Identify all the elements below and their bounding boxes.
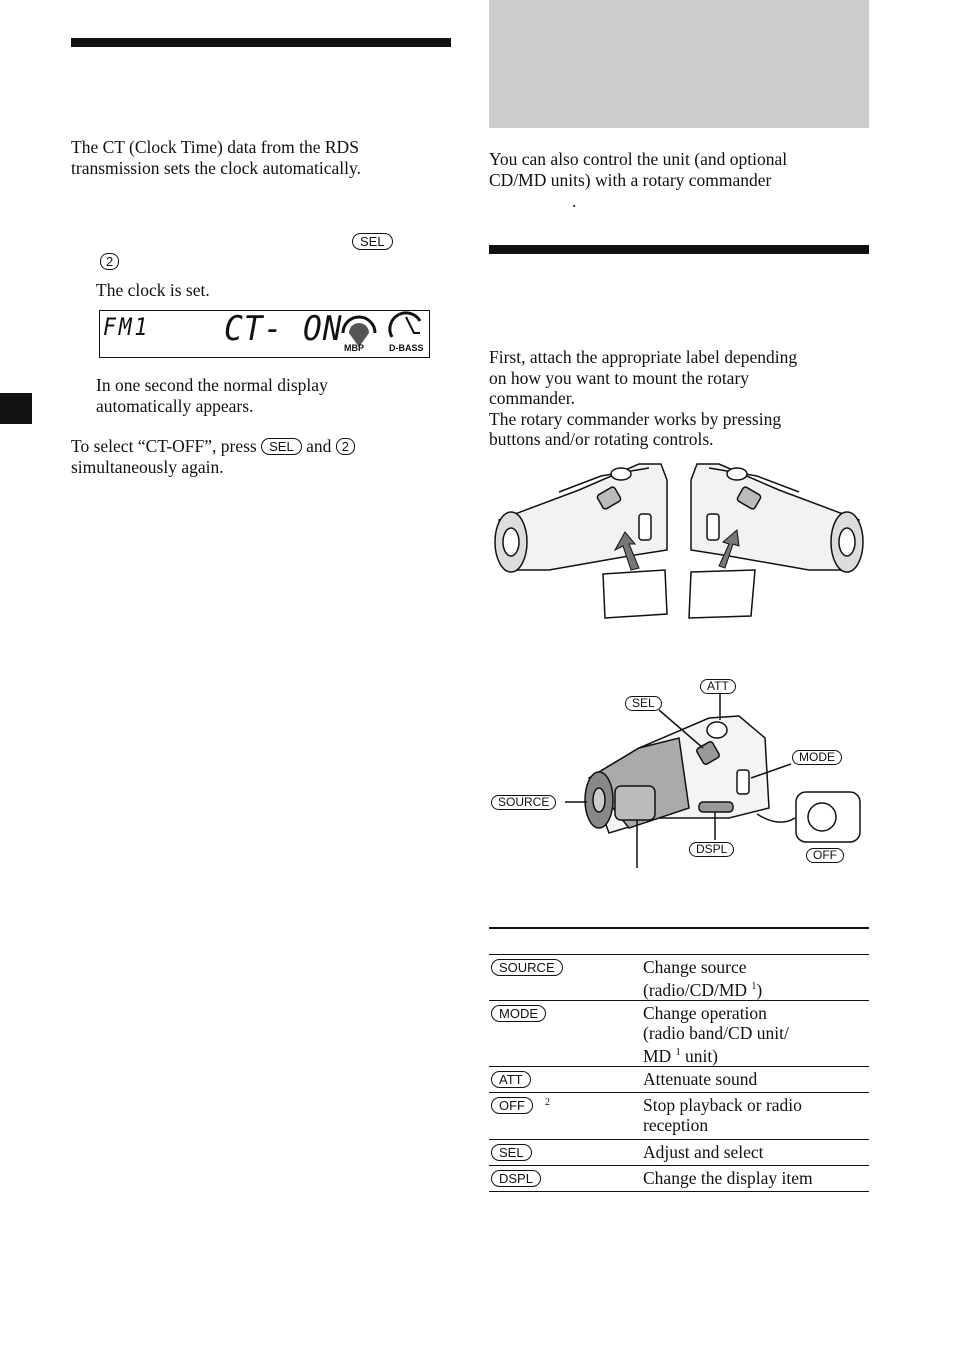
attach-line-5: buttons and/or rotating controls. <box>489 429 714 449</box>
section-rule-left <box>71 38 451 47</box>
table-row: OFF $^2$ Stop playback or radio reception <box>489 1093 869 1140</box>
dbass-indicator-icon <box>384 311 428 345</box>
lcd-band: FM1 <box>103 313 151 341</box>
lcd-message: CT- ON <box>224 309 343 349</box>
section-rule-right <box>489 245 869 254</box>
mode-description: Change operation (radio band/CD unit/ MD $^1$ unit) <box>643 1003 789 1066</box>
attach-line-3: commander. <box>489 388 576 408</box>
gray-header-box <box>489 0 869 128</box>
label-attachment-illustration <box>489 460 869 620</box>
table-top-rule <box>489 927 869 929</box>
rotary-intro <box>489 149 869 211</box>
table-row <box>489 1001 869 1067</box>
label-sel: SEL <box>625 696 662 711</box>
sel-key-inline: SEL <box>261 438 302 455</box>
page-side-tab <box>0 393 32 424</box>
lcd-display <box>99 310 430 358</box>
rotary-intro-line-2: CD/MD units) with a rotary commander <box>489 170 772 190</box>
attach-line-1: First, attach the appropriate label depending <box>489 347 798 367</box>
sel-description: Adjust and select <box>643 1142 764 1162</box>
rotary-commander-illustration <box>489 668 869 878</box>
sel-key-table: SEL <box>491 1144 532 1161</box>
ct-intro: The CT (Clock Time) data from the RDS transmission sets the clock automatically. <box>71 137 361 178</box>
normal-display-line-1: In one second the normal display <box>96 375 328 395</box>
table-row <box>489 955 869 1001</box>
label-dspl: DSPL <box>689 842 734 857</box>
dspl-key: DSPL <box>491 1170 541 1187</box>
key-2: 2 <box>100 253 119 270</box>
label-att: ATT <box>700 679 736 694</box>
off-key: OFF <box>491 1097 533 1114</box>
att-key: ATT <box>491 1071 531 1088</box>
table-row <box>489 1166 869 1192</box>
dspl-description: Change the display item <box>643 1168 813 1188</box>
label-mode: MODE <box>792 750 842 765</box>
label-off: OFF <box>806 848 844 863</box>
ct-off-instruction <box>71 436 431 478</box>
sel-key: SEL <box>352 233 393 250</box>
normal-display-note <box>96 375 426 417</box>
source-description: Change source (radio/CD/MD $^1$) <box>643 957 763 1000</box>
table-row <box>489 1140 869 1166</box>
mbp-label: MBP <box>344 343 364 353</box>
step-keys <box>96 231 401 271</box>
source-key: SOURCE <box>491 959 563 976</box>
normal-display-line-2: automatically appears. <box>96 396 254 416</box>
attach-line-4: The rotary commander works by pressing <box>489 408 782 429</box>
ct-off-text-2: simultaneously again. <box>71 457 224 477</box>
dbass-label: D-BASS <box>389 343 424 353</box>
step-result: The clock is set. <box>96 280 210 300</box>
label-source: SOURCE <box>491 795 556 810</box>
ct-off-text-1: To select “CT-OFF”, press <box>71 436 257 456</box>
rotary-intro-line-3: . <box>572 191 577 211</box>
table-row <box>489 1067 869 1093</box>
ct-off-and: and <box>306 436 332 456</box>
off-description: Stop playback or radio reception <box>643 1095 802 1135</box>
key-2-inline: 2 <box>336 438 355 455</box>
attach-line-2: on how you want to mount the rotary <box>489 367 750 388</box>
att-description: Attenuate sound <box>643 1069 758 1089</box>
mode-key: MODE <box>491 1005 546 1022</box>
rotary-intro-line-1: You can also control the unit (and optional <box>489 149 788 169</box>
attach-label-text <box>489 347 869 450</box>
